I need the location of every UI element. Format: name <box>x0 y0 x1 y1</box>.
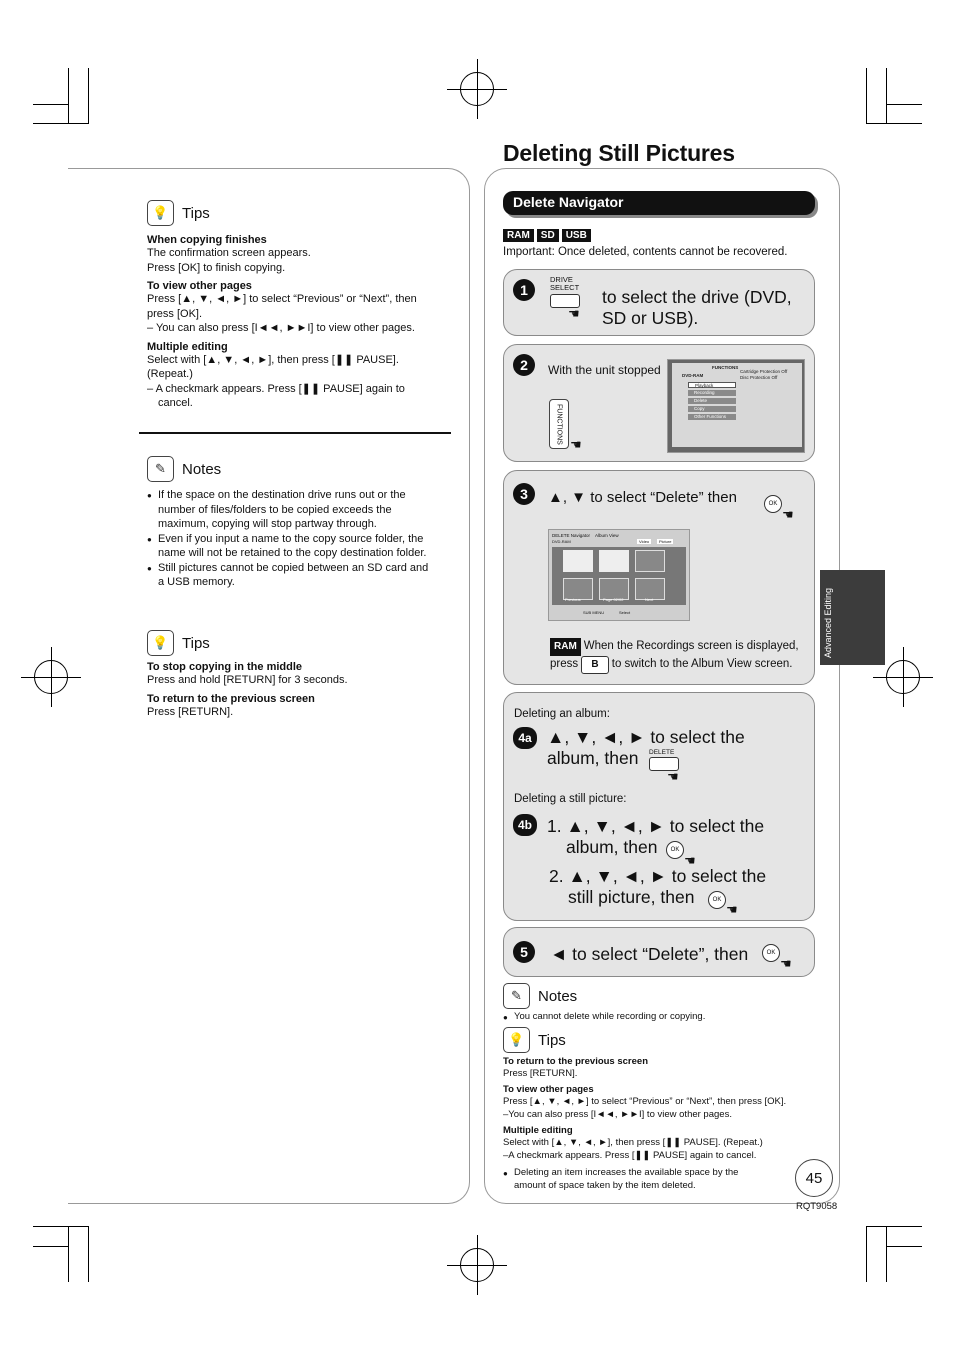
side-tab-label: Advanced Editing <box>823 587 833 658</box>
tip-title: To return to the previous screen <box>147 692 315 705</box>
step-text: album, then <box>566 837 658 857</box>
step-text: album, then <box>547 748 639 768</box>
ok-button: OK <box>764 495 782 513</box>
step-intro: Deleting an album: <box>514 708 610 720</box>
step-intro: Deleting a still picture: <box>514 793 627 805</box>
hand-icon: ☚ <box>568 306 580 321</box>
b-button: B <box>581 656 608 674</box>
tips-section-3 <box>503 1027 818 1192</box>
step-number: 5 <box>513 941 535 963</box>
note-item: ● You cannot delete while recording or copying. <box>503 1010 823 1025</box>
menu-item: Copy <box>688 406 736 412</box>
tip-line: Press and hold [RETURN] for 3 seconds. <box>147 674 348 686</box>
media-badges <box>503 225 594 243</box>
tip-line: –A checkmark appears. Press [❚❚ PAUSE] again to cancel. <box>503 1150 757 1161</box>
side-tab <box>820 570 885 665</box>
section-title: Delete Navigator <box>503 191 815 215</box>
step-3-panel <box>503 470 815 685</box>
step-number: 1 <box>513 279 535 301</box>
lightbulb-icon: 💡 <box>147 200 174 226</box>
tip-line: – You can also press [I◄◄, ►►I] to view other pages. <box>147 322 415 334</box>
tip-line: Press [▲, ▼, ◄, ►] to select “Previous” or “Next”, then press [OK]. <box>503 1096 787 1107</box>
tip-line: Select with [▲, ▼, ◄, ►], then press [❚❚ PAUSE]. (Repeat.) <box>147 353 399 380</box>
note-item: ● If the space on the destination drive runs out or the number of files/folders to be copied exceeds the maximum, copying will stop partway through. <box>147 488 437 532</box>
registration-mark <box>460 1248 494 1282</box>
functions-button: FUNCTIONS <box>549 399 569 449</box>
step-text: ▲, ▼, ◄, ► to select the <box>547 727 745 747</box>
tips-heading: 💡 Tips <box>147 630 442 656</box>
ok-button: OK <box>708 891 726 909</box>
tip-title: When copying finishes <box>147 234 267 246</box>
functions-screen: FUNCTIONS DVD-RAM Cartridge Protection Off Disc Protection Off Playback Recording Delete Copy Other Functions <box>667 359 805 453</box>
divider <box>139 432 451 434</box>
step-text: to select the drive (DVD, SD or USB). <box>602 287 792 328</box>
registration-mark <box>460 72 494 106</box>
step-2-panel <box>503 344 815 462</box>
step-number: 4a <box>513 727 537 749</box>
drive-select-button-label: DRIVE SELECT <box>550 275 580 292</box>
tip-line: – A checkmark appears. Press [❚❚ PAUSE] again to cancel. <box>147 382 405 409</box>
note-item: ● Even if you input a name to the copy source folder, the name will not be retained to the copy destination folder. <box>147 532 437 561</box>
tip-line: Press [RETURN]. <box>147 705 234 718</box>
doc-code: RQT9058 <box>796 1201 838 1212</box>
tips-heading: 💡 Tips <box>147 200 442 226</box>
step-1-panel <box>503 269 815 336</box>
important-note: Important: Once deleted, contents cannot be recovered. <box>503 246 788 258</box>
hand-icon: ☚ <box>782 507 794 522</box>
tip-line: The confirmation screen appears. <box>147 247 311 259</box>
step-text: 2. ▲, ▼, ◄, ► to select the <box>549 866 767 886</box>
step-number: 2 <box>513 354 535 376</box>
tip-line: Press [RETURN]. <box>503 1068 578 1079</box>
page-title: Deleting Still Pictures <box>503 140 735 166</box>
tip-title: To view other pages <box>147 280 252 292</box>
tip-line: Press [OK] to finish copying. <box>147 261 286 274</box>
notebook-icon: ✎ <box>147 456 174 482</box>
tip-bullet: ● Deleting an item increases the available space by the amount of space taken by the item deleted. <box>503 1166 768 1192</box>
menu-item: Other Functions <box>688 414 736 420</box>
ok-button: OK <box>762 944 780 962</box>
tip-title: Multiple editing <box>147 340 228 353</box>
step-number: 3 <box>513 483 535 505</box>
lightbulb-icon: 💡 <box>147 630 174 656</box>
badge-sd: SD <box>537 229 559 242</box>
menu-item: Playback <box>688 382 736 388</box>
tip-line: –You can also press [I◄◄, ►►I] to view other pages. <box>503 1109 732 1120</box>
registration-mark <box>34 660 68 694</box>
notes-section <box>503 983 823 1025</box>
step-text: still picture, then <box>568 887 695 907</box>
tip-line: Press [▲, ▼, ◄, ►] to select “Previous” or “Next”, then press [OK]. <box>147 293 417 320</box>
step-3-note: RAM When the Recordings screen is displayed, press B to switch to the Album View screen. <box>550 638 812 674</box>
step-text: ◄ to select “Delete”, then <box>550 944 749 964</box>
hand-icon: ☚ <box>726 902 738 917</box>
tips-section-1 <box>147 200 442 411</box>
tips-section-2 <box>147 630 442 719</box>
step-text: 1. ▲, ▼, ◄, ► to select the <box>547 816 765 836</box>
badge-ram: RAM <box>503 229 534 242</box>
tip-title: Multiple editing <box>503 1125 573 1136</box>
menu-item: Recording <box>688 390 736 396</box>
step-text: With the unit stopped <box>548 363 661 377</box>
hand-icon: ☚ <box>667 769 679 784</box>
ok-button: OK <box>666 841 684 859</box>
lightbulb-icon: 💡 <box>503 1027 530 1053</box>
tips-heading: 💡 Tips <box>503 1027 818 1053</box>
step-4-panel <box>503 692 815 921</box>
delete-button-label: DELETE <box>649 749 675 756</box>
badge-usb: USB <box>562 229 591 242</box>
notes-section <box>147 456 437 590</box>
tip-title: To view other pages <box>503 1084 594 1095</box>
hand-icon: ☚ <box>780 956 792 971</box>
notebook-icon: ✎ <box>503 983 530 1009</box>
step-text: ▲, ▼ to select “Delete” then <box>548 489 737 506</box>
notes-heading: ✎ Notes <box>147 456 437 482</box>
notes-heading: ✎ Notes <box>503 983 823 1009</box>
step-number: 4b <box>513 814 537 836</box>
tip-line: Select with [▲, ▼, ◄, ►], then press [❚❚ PAUSE]. (Repeat.) <box>503 1137 763 1148</box>
tip-title: To stop copying in the middle <box>147 661 303 673</box>
badge-ram: RAM <box>550 638 581 656</box>
hand-icon: ☚ <box>570 437 582 452</box>
tip-title: To return to the previous screen <box>503 1056 648 1067</box>
hand-icon: ☚ <box>684 853 696 868</box>
menu-item: Delete <box>688 398 736 404</box>
album-view-screen: DELETE Navigator Album View DVD-RAM Video Picture Previous Page 02/02 Next SUB MENU Select <box>548 529 690 621</box>
step-5-panel <box>503 927 815 977</box>
registration-mark <box>886 660 920 694</box>
note-item: ● Still pictures cannot be copied between an SD card and a USB memory. <box>147 561 437 590</box>
page-number: 45 <box>795 1159 833 1197</box>
